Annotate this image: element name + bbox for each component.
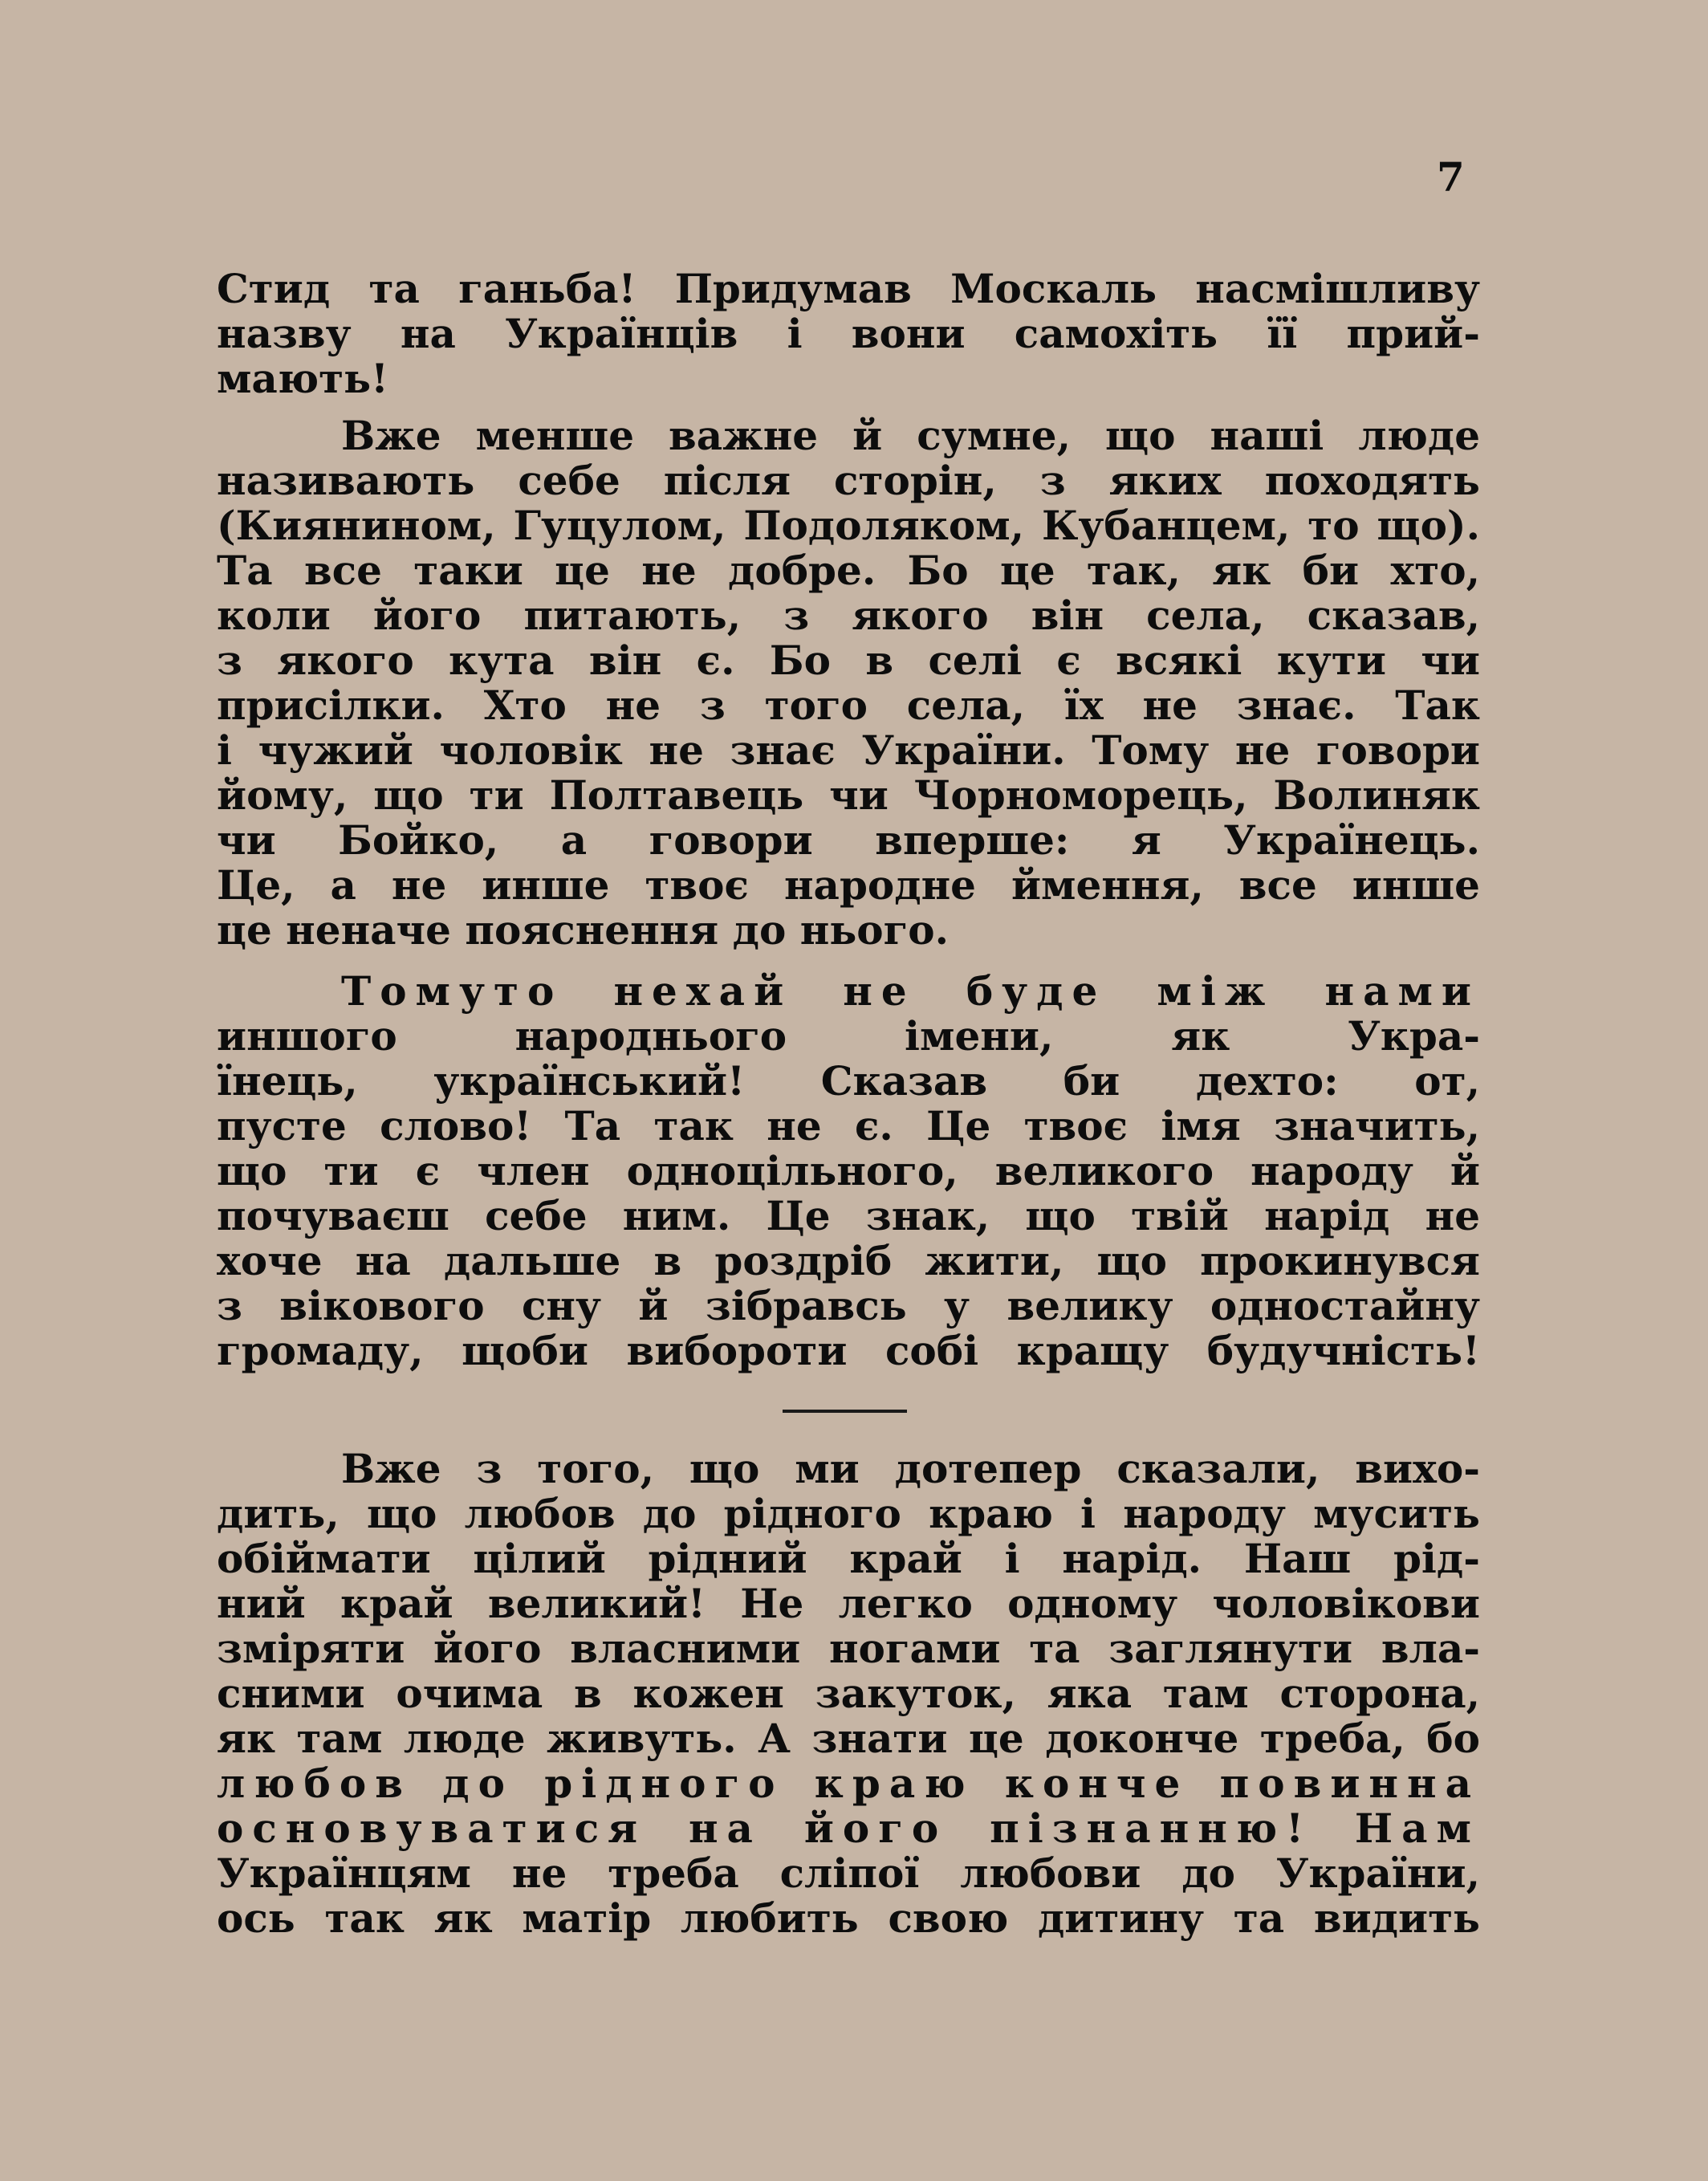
- text-line: це неначе пояснення до нього.: [217, 906, 950, 954]
- paragraph: [217, 1447, 1480, 1941]
- text-line: що ти є член одноцільного, великого народу й: [217, 1147, 1480, 1194]
- text-line: як там люде живуть. А знати це доконче треба, бо: [217, 1715, 1480, 1762]
- text-line: дить, що любов до рідного краю і народу мусить: [217, 1490, 1480, 1537]
- page-number: 7: [1437, 153, 1465, 201]
- text-line: Та все таки це не добре. Бо це так, як би хто,: [217, 547, 1480, 594]
- text-line: иншого народнього імени, як Укра-: [217, 1012, 1480, 1060]
- section-divider: [783, 1410, 907, 1413]
- text-line: громаду, щоби вибороти собі кращу будучність!: [217, 1327, 1480, 1374]
- text-line: сними очима в кожен закуток, яка там сторона,: [217, 1670, 1480, 1717]
- text-line: основуватися на його пізнанню! Нам: [217, 1805, 1480, 1852]
- text-line: присілки. Хто не з того села, їх не знає. Так: [217, 682, 1480, 729]
- text-line: мають!: [217, 355, 388, 402]
- text-line: і чужий чоловік не знає України. Тому не говори: [217, 726, 1480, 774]
- text-line: ний край великий! Не легко одному чоловікови: [217, 1580, 1480, 1627]
- text-line: їнець, український! Сказав би дехто: от,: [217, 1057, 1480, 1105]
- text-line: ось так як матір любить свою дитину та видить: [217, 1894, 1480, 1942]
- text-line: (Киянином, Гуцулом, Подоляком, Кубанцем, то що).: [217, 502, 1480, 549]
- text-line: пусте слово! Та так не є. Це твоє імя значить,: [217, 1102, 1480, 1150]
- paragraph: [217, 413, 1480, 953]
- text-line: Стид та ганьба! Придумав Москаль насмішливу: [217, 265, 1480, 312]
- text-line: чи Бойко, а говори вперше: я Українець.: [217, 816, 1480, 864]
- text-line: називають себе після сторін, з яких походять: [217, 457, 1480, 504]
- text-line: обіймати цілий рідний край і нарід. Наш рід-: [217, 1535, 1480, 1582]
- text-line: йому, що ти Полтавець чи Чорноморець, Волиняк: [217, 771, 1480, 819]
- text-line: Українцям не треба сліпої любови до України,: [217, 1849, 1480, 1897]
- text-line: Це, а не инше твоє народне ймення, все инше: [217, 861, 1480, 909]
- paragraph: [217, 267, 1480, 401]
- text-line: з якого кута він є. Бо в селі є всякі кути чи: [217, 637, 1480, 684]
- text-line: любов до рідного краю конче повинна: [217, 1760, 1480, 1807]
- text-line: Вже з того, що ми дотепер сказали, вихо-: [341, 1445, 1480, 1492]
- text-line: з вікового сну й зібравсь у велику одностайну: [217, 1282, 1480, 1329]
- text-line: Вже менше важне й сумне, що наші люде: [341, 412, 1480, 459]
- paragraph: [217, 969, 1480, 1373]
- text-line: Томуто нехай не буде між нами: [341, 967, 1480, 1015]
- text-line: назву на Українців і вони самохіть її прий-: [217, 310, 1480, 357]
- text-line: коли його питають, з якого він села, сказав,: [217, 592, 1480, 639]
- text-line: хоче на дальше в роздріб жити, що прокинувся: [217, 1237, 1480, 1284]
- text-line: зміряти його власними ногами та заглянути вла-: [217, 1625, 1480, 1672]
- text-line: почуваєш себе ним. Це знак, що твій нарід не: [217, 1192, 1480, 1239]
